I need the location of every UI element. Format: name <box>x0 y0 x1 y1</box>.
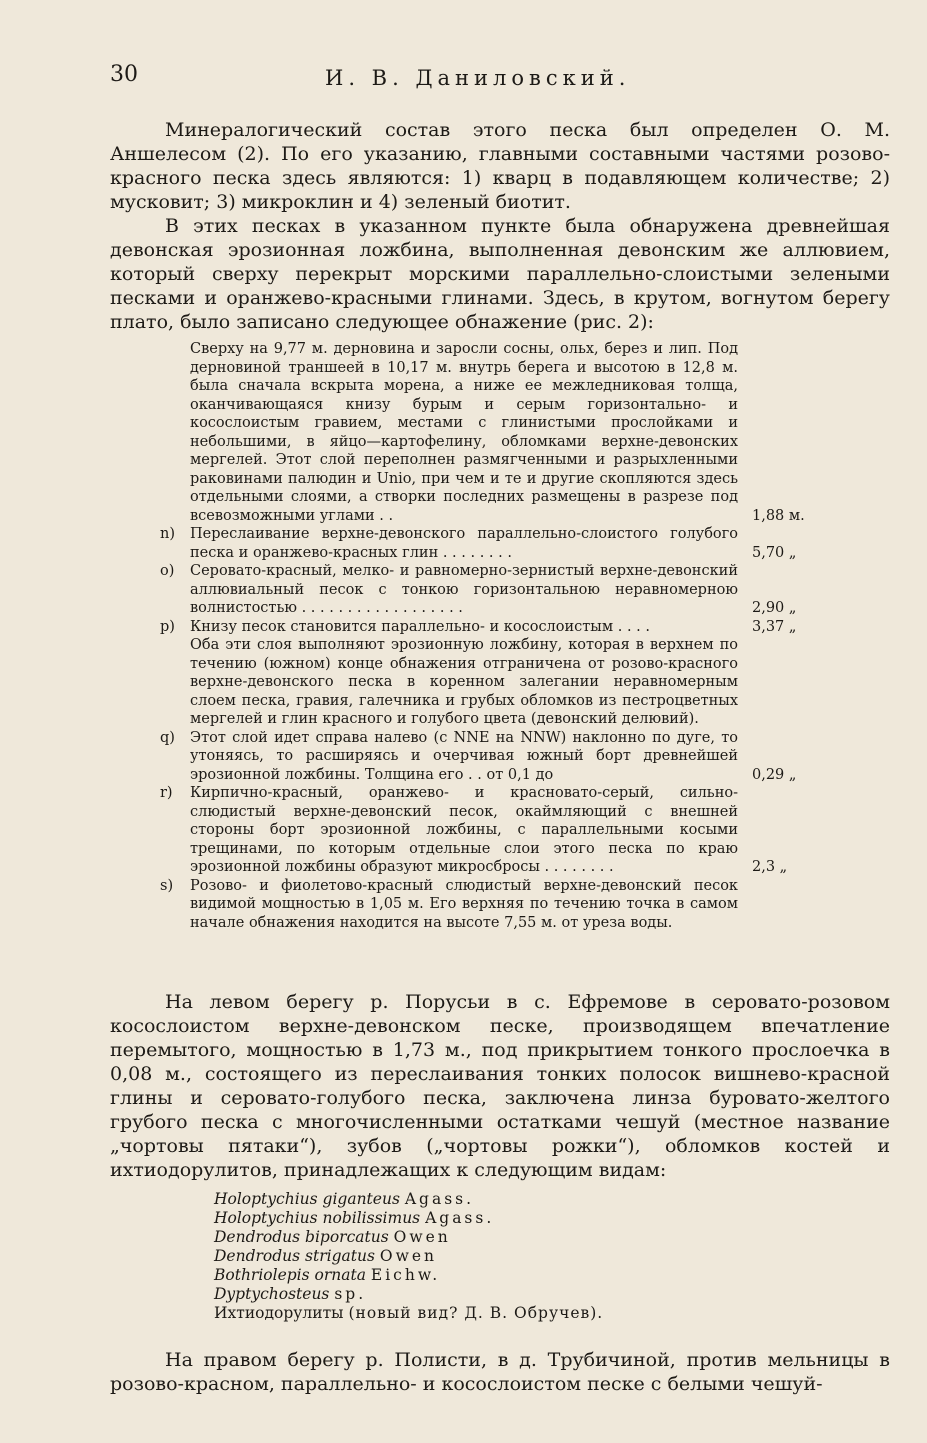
species-author: Owen <box>379 1247 437 1265</box>
layer-text: Серовато-красный, мелко- и равномерно-зернистый верхне-девонский аллювиальный песок с тонкою горизонтальною неравномерною волнистостью . . . . . . . . . . . . . . . . . . <box>190 563 738 616</box>
section-lead-thickness: 1,88 м. <box>752 507 805 524</box>
layer-letter: n) <box>160 526 175 542</box>
section-layer-s <box>160 877 820 933</box>
species-author: Agass. <box>425 1209 495 1227</box>
layer-thickness <box>738 636 820 729</box>
species-item <box>214 1190 734 1209</box>
layer-text: Оба эти слоя выполняют эрозионную ложбину, которая в верхнем по течению (южном) конце обнажения отграничена от розово-красного верхне-девонского песка в коренном залегании неравномерным слоем песка, гравия, галечника и грубых обломков из пестроцветных мергелей и глин красного и голубого цвета (девонский делювий). <box>190 637 738 727</box>
layer-text: Переслаивание верхне-девонского параллельно-слоистого голубого песка и оранжево-красных глин . . . . . . . . <box>190 526 738 561</box>
species-list <box>214 1190 734 1323</box>
outcrop-section <box>160 340 820 932</box>
section-lead-row <box>160 340 820 525</box>
species-item <box>214 1285 734 1304</box>
layer-thickness: 5,70 „ <box>752 544 797 561</box>
layer-text: Книзу песок становится параллельно- и косослоистым . . . . <box>190 618 650 635</box>
species-item <box>214 1247 734 1266</box>
page-header <box>110 62 810 102</box>
section-layer-n <box>160 525 820 562</box>
section-layer-q <box>160 729 820 785</box>
layer-text: Розово- и фиолетово-красный слюдистый верхне-девонский песок видимой мощностью в 1,05 м. Его верхняя по течению точка в самом начале обнажения находится на высоте 7,55 м. от уреза воды. <box>190 877 738 931</box>
species-name: Holoptychius giganteus <box>214 1190 400 1208</box>
layer-thickness: 0,29 „ <box>752 766 797 783</box>
layer-letter: s) <box>160 877 174 894</box>
species-author: Owen <box>393 1228 451 1246</box>
species-name: Ихтиодорулиты <box>214 1304 344 1322</box>
page-number: 30 <box>110 62 138 87</box>
section-layer-p-note <box>160 636 820 729</box>
running-title: И. В. Даниловский. <box>325 66 631 90</box>
species-item <box>214 1304 734 1323</box>
section-lead-text: Сверху на 9,77 м. дерновина и заросли сосны, ольх, берез и лип. Под дерновиной траншеей в 10,17 м. внутрь берега и высотою в 12,8 м. была сначала вскрыта морена, а ниже ее межледниковая толща, оканчивающаяся книзу бурым и серым горизонтально- и косослоистым гравием, местами с глинистыми прослойками и небольшими, в яйцо—картофелину, обломками верхне-девонских мергелей. Этот слой переполнен размягченными и разрыхленными раковинами палюдин и Unio, при чем и те и другие скопляются здесь отдельными слоями, а створки последних размещены в разрезе под всевозможными углами . . <box>190 341 738 524</box>
species-author: Eichw. <box>370 1266 441 1284</box>
paragraph-polist: На правом берегу р. Полисти, в д. Трубичиной, против мельницы в розово-красном, параллельно- и косослоистом песке с белыми чешуй- <box>110 1349 890 1395</box>
layer-letter: q) <box>160 729 175 746</box>
layer-letter <box>160 636 190 729</box>
species-name: Dendrodus strigatus <box>214 1247 375 1265</box>
layer-letter: p) <box>160 618 175 635</box>
species-author: Agass. <box>404 1190 475 1208</box>
species-item <box>214 1228 734 1247</box>
species-author: (новый вид? Д. В. Обручев). <box>348 1304 604 1322</box>
species-author: sp. <box>334 1285 367 1303</box>
section-layer-p <box>160 618 820 637</box>
species-name: Dendrodus biporcatus <box>214 1228 389 1246</box>
species-item <box>214 1209 734 1228</box>
layer-letter: r) <box>160 785 173 801</box>
species-item <box>214 1266 734 1285</box>
section-layer-o <box>160 562 820 618</box>
layer-text: Кирпично-красный, оранжево- и красновато-серый, сильно-слюдистый верхне-девонский песок, окаймляющий с внешней стороны борт эрозионной ложбины, с параллельными косыми трещинами, по которым отдельные слои этого песка по краю эрозионной ложбины образуют микросбросы . . . . . . . . <box>190 785 738 875</box>
species-name: Holoptychius nobilissimus <box>214 1209 421 1227</box>
paragraph-efremovo: На левом берегу р. Порусьи в с. Ефремове в серовато-розовом косослоистом верхне-девонском песке, производящем впечатление перемытого, мощностью в 1,73 м., под прикрытием тонкого прослоечка в 0,08 м., состоящего из переслаивания тонких полосок вишнево-красной глины и серовато-голубого песка, заключена линза буровато-желтого грубого песка с многочисленными остатками чешуй (местное название „чортовы пятаки“), зубов („чортовы рожки“), обломков костей и ихтиодорулитов, принадлежащих к следующим видам: <box>110 991 890 1181</box>
layer-thickness: 3,37 „ <box>752 618 797 635</box>
paragraph-mineralogy: Минералогический состав этого песка был определен О. М. Аншелесом (2). По его указанию, главными составными частями розово-красного песка здесь являются: 1) кварц в подавляющем количестве; 2) мусковит; 3) микроклин и 4) зеленый биотит. <box>110 119 890 213</box>
paragraph-erosion-hollow: В этих песках в указанном пункте была обнаружена древнейшая девонская эрозионная ложбина, выполненная девонским же аллювием, который сверху перекрыт морскими параллельно-слоистыми зелеными песками и оранжево-красными глинами. Здесь, в крутом, вогнутом берегу плато, было записано следующее обнажение (рис. 2): <box>110 215 890 333</box>
layer-thickness <box>738 877 820 933</box>
section-layer-r <box>160 784 820 877</box>
layer-text: Этот слой идет справа налево (с NNE на NNW) наклонно по дуге, то утоняясь, то расширяясь и очерчивая южный борт древнейшей эрозионной ложбины. Толщина его . . от 0,1 до <box>190 729 738 783</box>
species-name: Dyptychosteus <box>214 1285 330 1303</box>
species-name: Bothriolepis ornata <box>214 1266 366 1284</box>
layer-thickness: 2,90 „ <box>752 600 797 616</box>
layer-thickness: 2,3 „ <box>752 859 788 875</box>
layer-letter: o) <box>160 563 175 579</box>
